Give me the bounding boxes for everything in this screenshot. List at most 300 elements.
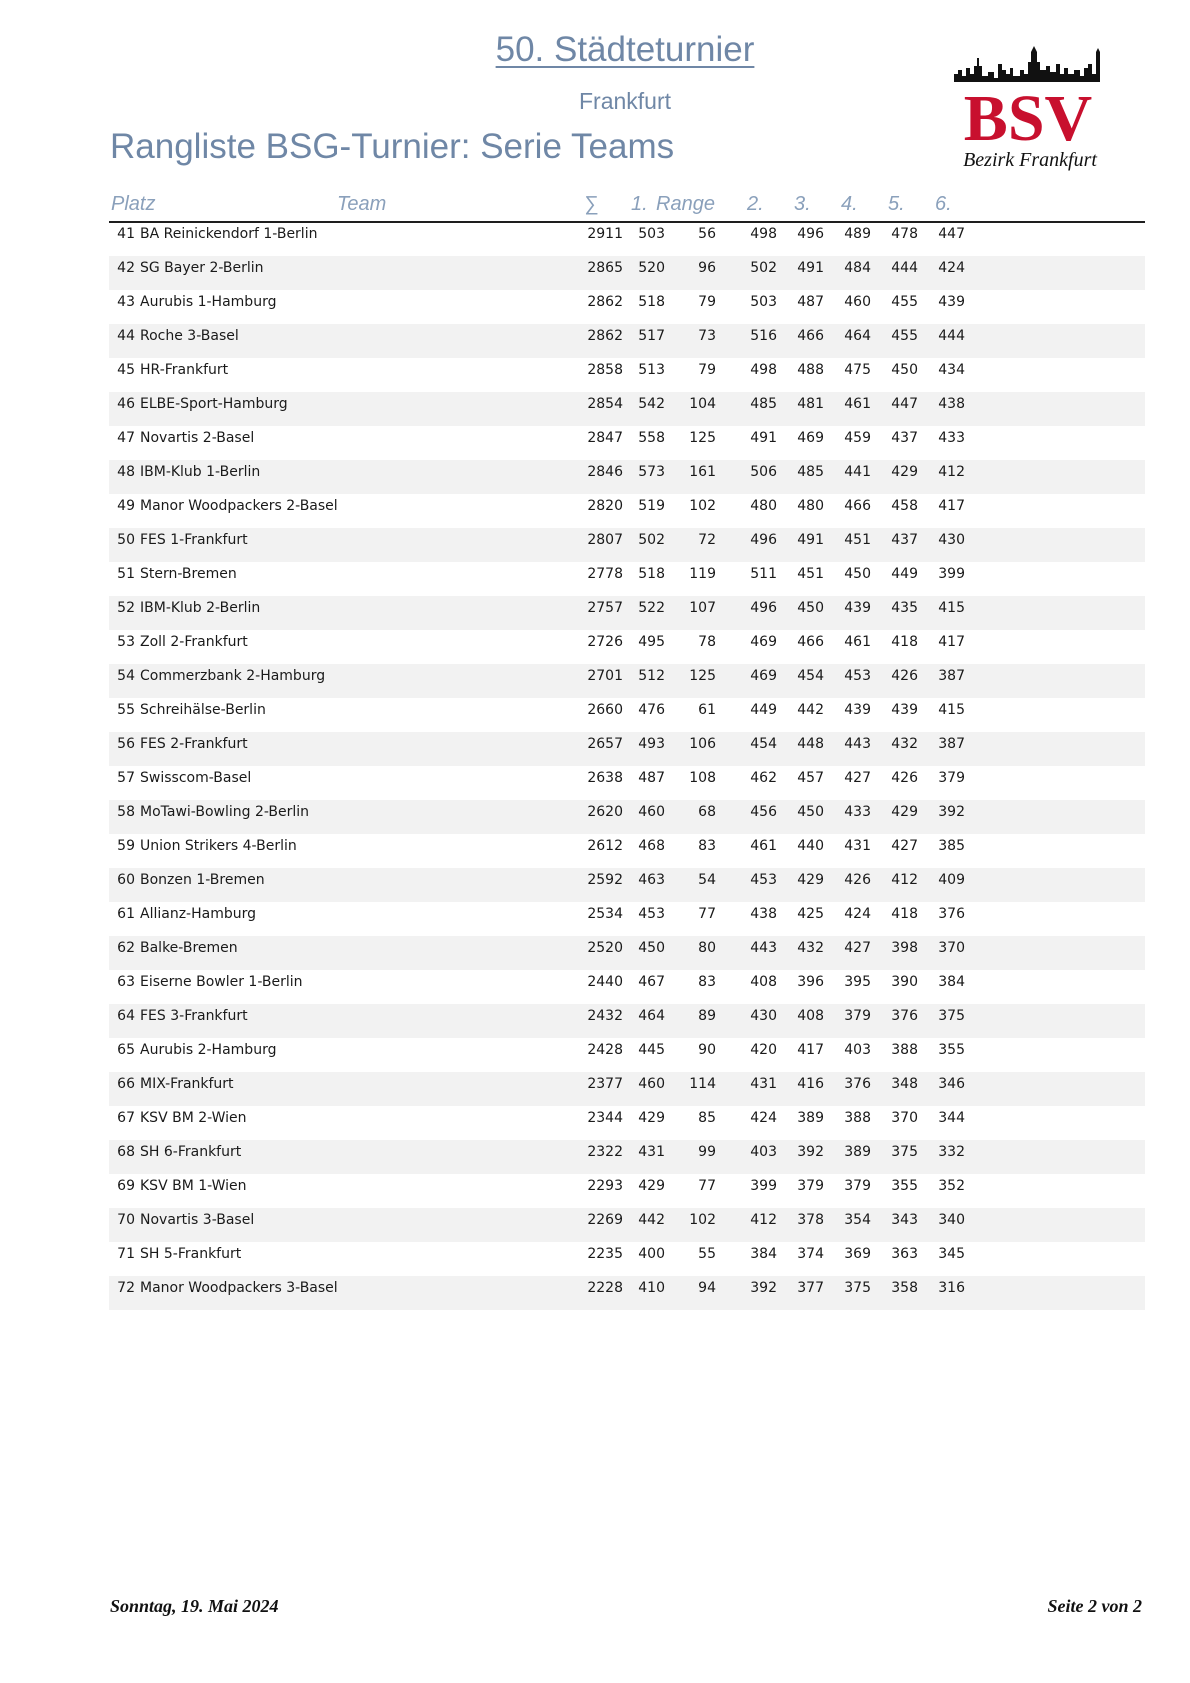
sum-cell: 2657	[587, 736, 623, 752]
game2-cell: 502	[750, 260, 777, 276]
game2-cell: 384	[750, 1246, 777, 1262]
sum-cell: 2344	[587, 1110, 623, 1126]
sum-cell: 2534	[587, 906, 623, 922]
sum-cell: 2269	[587, 1212, 623, 1228]
game4-cell: 475	[844, 362, 871, 378]
range-cell: 99	[698, 1144, 716, 1160]
sum-cell: 2846	[587, 464, 623, 480]
game4-cell: 379	[844, 1178, 871, 1194]
range-cell: 94	[698, 1280, 716, 1296]
game5-cell: 455	[891, 328, 918, 344]
game6-cell: 438	[938, 396, 965, 412]
game6-cell: 384	[938, 974, 965, 990]
game1-cell: 468	[638, 838, 665, 854]
game6-cell: 433	[938, 430, 965, 446]
game5-cell: 458	[891, 498, 918, 514]
range-cell: 56	[698, 226, 716, 242]
game6-cell: 370	[938, 940, 965, 956]
game3-cell: 429	[797, 872, 824, 888]
game4-cell: 453	[844, 668, 871, 684]
game1-cell: 495	[638, 634, 665, 650]
rank-cell: 54	[117, 668, 135, 684]
game1-cell: 518	[638, 566, 665, 582]
game5-cell: 450	[891, 362, 918, 378]
game3-cell: 488	[797, 362, 824, 378]
team-cell: KSV BM 2-Wien	[140, 1110, 247, 1126]
game1-cell: 429	[638, 1110, 665, 1126]
game3-cell: 389	[797, 1110, 824, 1126]
table-row	[109, 358, 1145, 392]
team-cell: Union Strikers 4-Berlin	[140, 838, 297, 854]
table-row	[109, 1140, 1145, 1174]
game2-cell: 431	[750, 1076, 777, 1092]
team-cell: Commerzbank 2-Hamburg	[140, 668, 326, 684]
sum-cell: 2520	[587, 940, 623, 956]
rank-cell: 70	[117, 1212, 135, 1228]
team-cell: ELBE-Sport-Hamburg	[140, 396, 288, 412]
table-row	[109, 222, 1145, 256]
logo-subtitle: Bezirk Frankfurt	[963, 149, 1097, 171]
game6-cell: 375	[938, 1008, 965, 1024]
range-cell: 78	[698, 634, 716, 650]
range-cell: 83	[698, 974, 716, 990]
game4-cell: 439	[844, 702, 871, 718]
rank-cell: 53	[117, 634, 135, 650]
table-row	[109, 1242, 1145, 1276]
game4-cell: 427	[844, 940, 871, 956]
game1-cell: 518	[638, 294, 665, 310]
sum-cell: 2911	[587, 226, 623, 242]
range-cell: 55	[698, 1246, 716, 1262]
sum-cell: 2854	[587, 396, 623, 412]
table-row	[109, 392, 1145, 426]
game5-cell: 412	[891, 872, 918, 888]
sum-cell: 2820	[587, 498, 623, 514]
game4-cell: 375	[844, 1280, 871, 1296]
game5-cell: 455	[891, 294, 918, 310]
team-cell: Aurubis 2-Hamburg	[140, 1042, 277, 1058]
game5-cell: 429	[891, 804, 918, 820]
range-cell: 89	[698, 1008, 716, 1024]
game6-cell: 424	[938, 260, 965, 276]
range-cell: 161	[689, 464, 716, 480]
table-row	[109, 1174, 1145, 1208]
table-row	[109, 460, 1145, 494]
game5-cell: 427	[891, 838, 918, 854]
game3-cell: 392	[797, 1144, 824, 1160]
game1-cell: 558	[638, 430, 665, 446]
rank-cell: 50	[117, 532, 135, 548]
game6-cell: 415	[938, 600, 965, 616]
col-range: Range	[656, 193, 715, 215]
rank-cell: 63	[117, 974, 135, 990]
game4-cell: 354	[844, 1212, 871, 1228]
game3-cell: 448	[797, 736, 824, 752]
game2-cell: 480	[750, 498, 777, 514]
table-row	[109, 1072, 1145, 1106]
game5-cell: 418	[891, 634, 918, 650]
game5-cell: 348	[891, 1076, 918, 1092]
game6-cell: 409	[938, 872, 965, 888]
game3-cell: 487	[797, 294, 824, 310]
game1-cell: 429	[638, 1178, 665, 1194]
col-game2: 2.	[747, 193, 764, 215]
sum-cell: 2862	[587, 294, 623, 310]
team-cell: IBM-Klub 2-Berlin	[140, 600, 261, 616]
game6-cell: 430	[938, 532, 965, 548]
game5-cell: 426	[891, 770, 918, 786]
range-cell: 119	[689, 566, 716, 582]
game2-cell: 506	[750, 464, 777, 480]
game2-cell: 392	[750, 1280, 777, 1296]
game3-cell: 442	[797, 702, 824, 718]
table-row	[109, 562, 1145, 596]
game4-cell: 389	[844, 1144, 871, 1160]
game2-cell: 449	[750, 702, 777, 718]
game5-cell: 444	[891, 260, 918, 276]
table-row	[109, 936, 1145, 970]
bsv-logo	[950, 38, 1120, 178]
col-platz: Platz	[111, 193, 156, 215]
rank-cell: 64	[117, 1008, 135, 1024]
game1-cell: 463	[638, 872, 665, 888]
game4-cell: 451	[844, 532, 871, 548]
game4-cell: 464	[844, 328, 871, 344]
game2-cell: 420	[750, 1042, 777, 1058]
game4-cell: 395	[844, 974, 871, 990]
game3-cell: 491	[797, 532, 824, 548]
game6-cell: 344	[938, 1110, 965, 1126]
game2-cell: 443	[750, 940, 777, 956]
game3-cell: 457	[797, 770, 824, 786]
tournament-title: 50. Städteturnier	[495, 30, 755, 69]
game3-cell: 379	[797, 1178, 824, 1194]
rank-cell: 69	[117, 1178, 135, 1194]
game4-cell: 369	[844, 1246, 871, 1262]
range-cell: 80	[698, 940, 716, 956]
rank-cell: 46	[117, 396, 135, 412]
table-row	[109, 256, 1145, 290]
rank-cell: 71	[117, 1246, 135, 1262]
range-cell: 102	[689, 498, 716, 514]
game2-cell: 454	[750, 736, 777, 752]
team-cell: Roche 3-Basel	[140, 328, 239, 344]
game4-cell: 489	[844, 226, 871, 242]
game1-cell: 460	[638, 804, 665, 820]
range-cell: 102	[689, 1212, 716, 1228]
game2-cell: 498	[750, 362, 777, 378]
rank-cell: 59	[117, 838, 135, 854]
range-cell: 114	[689, 1076, 716, 1092]
sum-cell: 2862	[587, 328, 623, 344]
game3-cell: 425	[797, 906, 824, 922]
game5-cell: 370	[891, 1110, 918, 1126]
rank-cell: 42	[117, 260, 135, 276]
sum-cell: 2858	[587, 362, 623, 378]
game3-cell: 408	[797, 1008, 824, 1024]
range-cell: 79	[698, 362, 716, 378]
game6-cell: 412	[938, 464, 965, 480]
logo-text: BSV	[963, 82, 1093, 155]
game3-cell: 454	[797, 668, 824, 684]
team-cell: Stern-Bremen	[140, 566, 237, 582]
col-game1: 1.	[631, 193, 648, 215]
tournament-city: Frankfurt	[578, 88, 672, 114]
game4-cell: 461	[844, 396, 871, 412]
rank-cell: 57	[117, 770, 135, 786]
team-cell: SH 6-Frankfurt	[140, 1144, 242, 1160]
range-cell: 83	[698, 838, 716, 854]
game4-cell: 460	[844, 294, 871, 310]
game2-cell: 456	[750, 804, 777, 820]
game5-cell: 426	[891, 668, 918, 684]
sum-cell: 2428	[587, 1042, 623, 1058]
footer-page: Seite 2 von 2	[1047, 1596, 1142, 1616]
team-cell: IBM-Klub 1-Berlin	[140, 464, 261, 480]
range-cell: 61	[698, 702, 716, 718]
game6-cell: 444	[938, 328, 965, 344]
game5-cell: 363	[891, 1246, 918, 1262]
game3-cell: 466	[797, 328, 824, 344]
game3-cell: 378	[797, 1212, 824, 1228]
game5-cell: 449	[891, 566, 918, 582]
game6-cell: 439	[938, 294, 965, 310]
team-cell: Eiserne Bowler 1-Berlin	[140, 974, 303, 990]
game5-cell: 343	[891, 1212, 918, 1228]
range-cell: 106	[689, 736, 716, 752]
game1-cell: 476	[638, 702, 665, 718]
game6-cell: 392	[938, 804, 965, 820]
skyline-icon	[954, 46, 1100, 82]
game3-cell: 481	[797, 396, 824, 412]
table-row	[109, 970, 1145, 1004]
game5-cell: 418	[891, 906, 918, 922]
ranking-table	[109, 222, 1145, 1310]
game5-cell: 478	[891, 226, 918, 242]
rank-cell: 47	[117, 430, 135, 446]
game2-cell: 438	[750, 906, 777, 922]
game4-cell: 379	[844, 1008, 871, 1024]
game3-cell: 374	[797, 1246, 824, 1262]
sum-cell: 2592	[587, 872, 623, 888]
sum-cell: 2440	[587, 974, 623, 990]
game5-cell: 439	[891, 702, 918, 718]
game6-cell: 340	[938, 1212, 965, 1228]
game1-cell: 520	[638, 260, 665, 276]
rank-cell: 66	[117, 1076, 135, 1092]
rank-cell: 49	[117, 498, 135, 514]
team-cell: FES 2-Frankfurt	[140, 736, 248, 752]
game3-cell: 416	[797, 1076, 824, 1092]
table-row	[109, 868, 1145, 902]
rank-cell: 41	[117, 226, 135, 242]
game6-cell: 417	[938, 498, 965, 514]
table-row	[109, 902, 1145, 936]
game2-cell: 511	[750, 566, 777, 582]
sum-cell: 2377	[587, 1076, 623, 1092]
game4-cell: 388	[844, 1110, 871, 1126]
table-row	[109, 664, 1145, 698]
team-cell: SH 5-Frankfurt	[140, 1246, 242, 1262]
sum-cell: 2847	[587, 430, 623, 446]
table-row	[109, 1106, 1145, 1140]
range-cell: 79	[698, 294, 716, 310]
table-row	[109, 630, 1145, 664]
team-cell: MoTawi-Bowling 2-Berlin	[140, 804, 310, 820]
game3-cell: 417	[797, 1042, 824, 1058]
game1-cell: 410	[638, 1280, 665, 1296]
game1-cell: 502	[638, 532, 665, 548]
team-cell: Manor Woodpackers 2-Basel	[140, 498, 338, 514]
sum-cell: 2612	[587, 838, 623, 854]
table-row	[109, 834, 1145, 868]
table-row	[109, 1208, 1145, 1242]
game1-cell: 513	[638, 362, 665, 378]
game5-cell: 432	[891, 736, 918, 752]
table-row	[109, 766, 1145, 800]
game6-cell: 417	[938, 634, 965, 650]
col-game4: 4.	[841, 193, 858, 215]
game4-cell: 424	[844, 906, 871, 922]
game5-cell: 429	[891, 464, 918, 480]
game2-cell: 496	[750, 532, 777, 548]
sum-cell: 2293	[587, 1178, 623, 1194]
rank-cell: 67	[117, 1110, 135, 1126]
game1-cell: 522	[638, 600, 665, 616]
col-game5: 5.	[888, 193, 905, 215]
game3-cell: 485	[797, 464, 824, 480]
team-cell: KSV BM 1-Wien	[140, 1178, 247, 1194]
range-cell: 104	[689, 396, 716, 412]
game1-cell: 542	[638, 396, 665, 412]
game4-cell: 431	[844, 838, 871, 854]
game6-cell: 385	[938, 838, 965, 854]
sum-cell: 2660	[587, 702, 623, 718]
range-cell: 108	[689, 770, 716, 786]
sum-cell: 2228	[587, 1280, 623, 1296]
game5-cell: 375	[891, 1144, 918, 1160]
game3-cell: 496	[797, 226, 824, 242]
game3-cell: 466	[797, 634, 824, 650]
team-cell: Bonzen 1-Bremen	[140, 872, 265, 888]
team-cell: Swisscom-Basel	[140, 770, 252, 786]
range-cell: 90	[698, 1042, 716, 1058]
game2-cell: 430	[750, 1008, 777, 1024]
game4-cell: 441	[844, 464, 871, 480]
game1-cell: 445	[638, 1042, 665, 1058]
game1-cell: 487	[638, 770, 665, 786]
rank-cell: 55	[117, 702, 135, 718]
footer-date: Sonntag, 19. Mai 2024	[110, 1596, 279, 1616]
col-sum: ∑	[584, 193, 599, 215]
game4-cell: 484	[844, 260, 871, 276]
game4-cell: 426	[844, 872, 871, 888]
game4-cell: 376	[844, 1076, 871, 1092]
game1-cell: 453	[638, 906, 665, 922]
rank-cell: 58	[117, 804, 135, 820]
team-cell: Zoll 2-Frankfurt	[140, 634, 248, 650]
table-row	[109, 596, 1145, 630]
game4-cell: 403	[844, 1042, 871, 1058]
team-cell: BA Reinickendorf 1-Berlin	[140, 226, 318, 242]
game6-cell: 316	[938, 1280, 965, 1296]
game3-cell: 450	[797, 804, 824, 820]
game2-cell: 498	[750, 226, 777, 242]
game4-cell: 450	[844, 566, 871, 582]
game2-cell: 516	[750, 328, 777, 344]
game2-cell: 491	[750, 430, 777, 446]
game1-cell: 573	[638, 464, 665, 480]
game1-cell: 442	[638, 1212, 665, 1228]
game4-cell: 466	[844, 498, 871, 514]
range-cell: 68	[698, 804, 716, 820]
game1-cell: 512	[638, 668, 665, 684]
team-cell: Schreihälse-Berlin	[140, 702, 266, 718]
sum-cell: 2638	[587, 770, 623, 786]
rank-cell: 72	[117, 1280, 135, 1296]
game5-cell: 376	[891, 1008, 918, 1024]
game6-cell: 387	[938, 736, 965, 752]
game6-cell: 352	[938, 1178, 965, 1194]
col-game3: 3.	[794, 193, 811, 215]
game6-cell: 434	[938, 362, 965, 378]
game1-cell: 460	[638, 1076, 665, 1092]
sum-cell: 2701	[587, 668, 623, 684]
game3-cell: 396	[797, 974, 824, 990]
team-cell: Allianz-Hamburg	[140, 906, 256, 922]
sum-cell: 2322	[587, 1144, 623, 1160]
game1-cell: 450	[638, 940, 665, 956]
game5-cell: 437	[891, 532, 918, 548]
game4-cell: 461	[844, 634, 871, 650]
game1-cell: 519	[638, 498, 665, 514]
range-cell: 54	[698, 872, 716, 888]
game1-cell: 517	[638, 328, 665, 344]
range-cell: 77	[698, 1178, 716, 1194]
game1-cell: 493	[638, 736, 665, 752]
game2-cell: 496	[750, 600, 777, 616]
col-game6: 6.	[935, 193, 952, 215]
range-cell: 85	[698, 1110, 716, 1126]
rank-cell: 62	[117, 940, 135, 956]
game5-cell: 437	[891, 430, 918, 446]
range-cell: 72	[698, 532, 716, 548]
game1-cell: 431	[638, 1144, 665, 1160]
table-row	[109, 732, 1145, 766]
range-cell: 125	[689, 668, 716, 684]
sum-cell: 2432	[587, 1008, 623, 1024]
game2-cell: 462	[750, 770, 777, 786]
game3-cell: 377	[797, 1280, 824, 1296]
game3-cell: 450	[797, 600, 824, 616]
game3-cell: 440	[797, 838, 824, 854]
game5-cell: 388	[891, 1042, 918, 1058]
game2-cell: 461	[750, 838, 777, 854]
rank-cell: 61	[117, 906, 135, 922]
table-row	[109, 426, 1145, 460]
rank-cell: 44	[117, 328, 135, 344]
table-row	[109, 1276, 1145, 1310]
sum-cell: 2757	[587, 600, 623, 616]
game6-cell: 399	[938, 566, 965, 582]
game3-cell: 491	[797, 260, 824, 276]
team-cell: HR-Frankfurt	[140, 362, 229, 378]
game4-cell: 439	[844, 600, 871, 616]
sum-cell: 2807	[587, 532, 623, 548]
game2-cell: 453	[750, 872, 777, 888]
game5-cell: 358	[891, 1280, 918, 1296]
range-cell: 73	[698, 328, 716, 344]
